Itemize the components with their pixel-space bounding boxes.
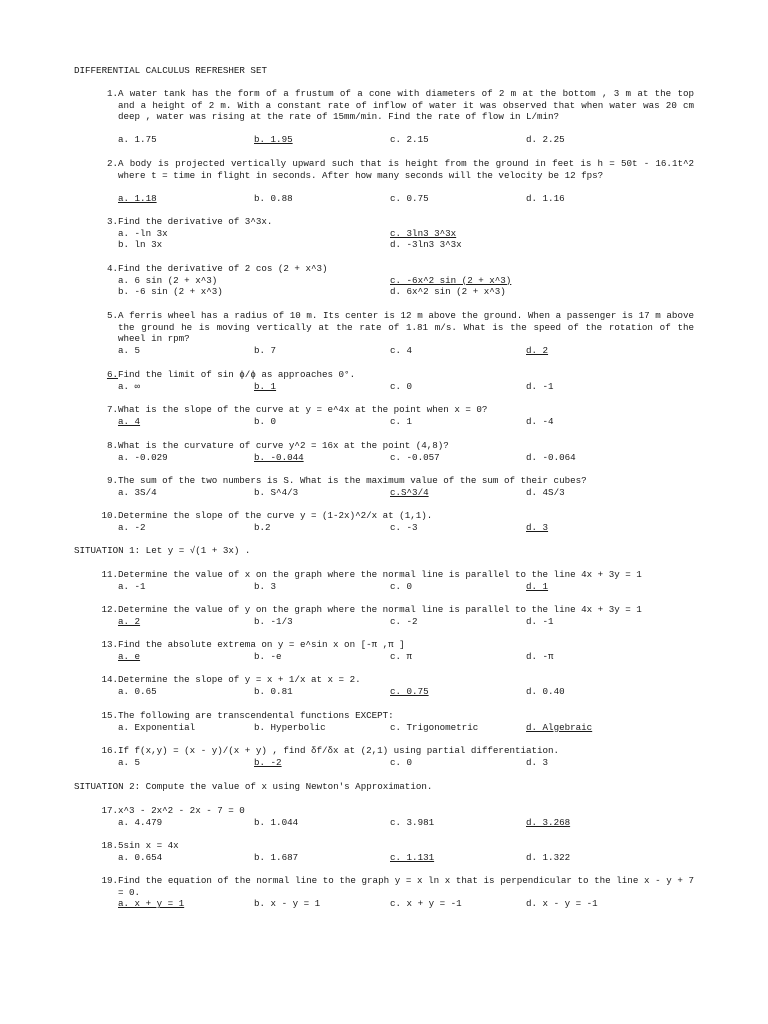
question-number: 8.: [106, 440, 118, 451]
answer-choice: b. 0: [254, 415, 277, 427]
answer-choice: c. 2.15: [390, 134, 429, 146]
answer-choice: b. ln 3x: [118, 239, 163, 251]
answer-choice: a. 4.479: [118, 816, 163, 828]
question-text: Find the equation of the normal line to the graph y = x ln x that is perpendicular to the line x - y + 7 = 0.: [118, 875, 694, 898]
answer-choice: d. 1.322: [526, 851, 571, 863]
answer-choice: b. x - y = 1: [254, 898, 321, 910]
answer-choice-underlined: d. 1: [526, 580, 549, 592]
answer-choice-underlined: c. 0.75: [390, 685, 429, 697]
question-text: Find the derivative of 3^3x.: [118, 216, 273, 227]
question-text: Find the limit of sin ϕ/ϕ as approaches 0°.: [118, 369, 356, 380]
question-text: Determine the value of y on the graph where the normal line is parallel to the line 4x + 3y = 1: [118, 604, 642, 615]
answer-choice: b. 0.81: [254, 685, 293, 697]
answer-choice: a. 3S/4: [118, 486, 157, 498]
answer-choice: a. Exponential: [118, 721, 196, 733]
answer-choice: a. -2: [118, 521, 146, 533]
answer-choice: d. 0.40: [526, 685, 565, 697]
answer-choice: d. -1: [526, 615, 554, 627]
question-text: 5sin x = 4x: [118, 840, 179, 851]
answer-choice: b. 1.044: [254, 816, 299, 828]
question-text: A ferris wheel has a radius of 10 m. Its center is 12 m above the ground. When a passenger is 17 m above the ground he is moving vertically at the rate of 1.81 m/s. What is the speed of the rotation of the wheel in rpm?: [118, 310, 694, 345]
question-number: 19.: [101, 875, 118, 886]
answer-choice: b. Hyperbolic: [254, 721, 326, 733]
answer-choice: c. 0.75: [390, 192, 429, 204]
answer-choice: a. 6 sin (2 + x^3): [118, 274, 218, 286]
question-number: 2.: [106, 158, 118, 169]
question-text: The following are transcendental functions EXCEPT:: [118, 710, 394, 721]
answer-choice: b. S^4/3: [254, 486, 299, 498]
answer-choice: d. 3: [526, 756, 549, 768]
answer-choice-underlined: b. 1: [254, 380, 277, 392]
answer-choice: b. 3: [254, 580, 277, 592]
document-title: DIFFERENTIAL CALCULUS REFRESHER SET: [74, 65, 267, 76]
question-number: 7.: [106, 404, 118, 415]
question-text: What is the curvature of curve y^2 = 16x at the point (4,8)?: [118, 440, 449, 451]
answer-choice: c. 0: [390, 580, 413, 592]
question-number: 16.: [101, 745, 118, 756]
answer-choice: c. 4: [390, 344, 413, 356]
question-number: 18.: [101, 840, 118, 851]
question-text: What is the slope of the curve at y = e^4x at the point when x = 0?: [118, 404, 488, 415]
question-number: 9.: [106, 475, 118, 486]
answer-choice: c. 3.981: [390, 816, 435, 828]
question-number: 4.: [106, 263, 118, 274]
question-text: A body is projected vertically upward such that is height from the ground in feet is h = 50t - 16.1t^2 where t = time in flight in seconds. After how many seconds will the velocity be 12 fps?: [118, 158, 694, 181]
answer-choice-underlined: a. 2: [118, 615, 141, 627]
question-number: 12.: [101, 604, 118, 615]
answer-choice-underlined: b. -0.044: [254, 451, 304, 463]
answer-choice-underlined: a. e: [118, 650, 141, 662]
answer-choice: b.2: [254, 521, 271, 533]
question-number: 10.: [101, 510, 118, 521]
question-text: The sum of the two numbers is S. What is the maximum value of the sum of their cubes?: [118, 475, 587, 486]
question-text: Determine the slope of y = x + 1/x at x = 2.: [118, 674, 361, 685]
answer-choice: a. 5: [118, 344, 141, 356]
answer-choice: c. π: [390, 650, 413, 662]
answer-choice-underlined: c. 3ln3 3^3x: [390, 227, 457, 239]
answer-choice: d. 4S/3: [526, 486, 565, 498]
question-number: 15.: [101, 710, 118, 721]
answer-choice: a. 5: [118, 756, 141, 768]
answer-choice: c. -0.057: [390, 451, 440, 463]
answer-choice: c. -2: [390, 615, 418, 627]
question-number: 6.: [106, 369, 118, 380]
situation-heading: SITUATION 1: Let y = √(1 + 3x) .: [74, 545, 251, 556]
answer-choice-underlined: d. 2: [526, 344, 549, 356]
answer-choice: a. -ln 3x: [118, 227, 168, 239]
question-text: If f(x,y) = (x - y)/(x + y) , find δf/δx at (2,1) using partial differentiation.: [118, 745, 560, 756]
answer-choice-underlined: a. 1.18: [118, 192, 157, 204]
question-number: 5.: [106, 310, 118, 321]
answer-choice: d. -3ln3 3^3x: [390, 239, 462, 251]
question-text: x^3 - 2x^2 - 2x - 7 = 0: [118, 805, 245, 816]
answer-choice: c. Trigonometric: [390, 721, 479, 733]
answer-choice: d. 2.25: [526, 134, 565, 146]
answer-choice-underlined: b. -2: [254, 756, 282, 768]
answer-choice: c. 0: [390, 380, 413, 392]
answer-choice-underlined: d. Algebraic: [526, 721, 593, 733]
answer-choice: c. 0: [390, 756, 413, 768]
answer-choice: d. 1.16: [526, 192, 565, 204]
answer-choice: d. -4: [526, 415, 554, 427]
question-number: 17.: [101, 805, 118, 816]
answer-choice: c. 1: [390, 415, 413, 427]
answer-choice-underlined: d. 3: [526, 521, 549, 533]
answer-choice: b. -e: [254, 650, 282, 662]
answer-choice-underlined: a. 4: [118, 415, 141, 427]
answer-choice-underlined: c.S^3/4: [390, 486, 429, 498]
question-text: Find the absolute extrema on y = e^sin x on [-π ,π ]: [118, 639, 405, 650]
question-number: 3.: [106, 216, 118, 227]
answer-choice: a. ∞: [118, 380, 141, 392]
situation-heading: SITUATION 2: Compute the value of x using Newton's Approximation.: [74, 781, 433, 792]
answer-choice: d. x - y = -1: [526, 898, 598, 910]
question-text: Find the derivative of 2 cos (2 + x^3): [118, 263, 328, 274]
answer-choice: a. -1: [118, 580, 146, 592]
answer-choice-underlined: b. 1.95: [254, 134, 293, 146]
answer-choice: a. 1.75: [118, 134, 157, 146]
answer-choice: a. 0.654: [118, 851, 163, 863]
question-number: 13.: [101, 639, 118, 650]
answer-choice: b. 1.687: [254, 851, 299, 863]
answer-choice: d. -π: [526, 650, 554, 662]
answer-choice: d. -1: [526, 380, 554, 392]
answer-choice: c. x + y = -1: [390, 898, 462, 910]
answer-choice: c. -3: [390, 521, 418, 533]
answer-choice-underlined: d. 3.268: [526, 816, 571, 828]
question-number: 11.: [101, 569, 118, 580]
question-text: Determine the slope of the curve y = (1-2x)^2/x at (1,1).: [118, 510, 433, 521]
answer-choice: a. -0.029: [118, 451, 168, 463]
answer-choice: b. -1/3: [254, 615, 293, 627]
question-text: Determine the value of x on the graph where the normal line is parallel to the line 4x + 3y = 1: [118, 569, 642, 580]
answer-choice-underlined: c. -6x^2 sin (2 + x^3): [390, 274, 512, 286]
answer-choice: d. 6x^2 sin (2 + x^3): [390, 286, 506, 298]
answer-choice-underlined: c. 1.131: [390, 851, 435, 863]
answer-choice: a. 0.65: [118, 685, 157, 697]
question-number: 14.: [101, 674, 118, 685]
answer-choice: b. 0.88: [254, 192, 293, 204]
answer-choice-underlined: a. x + y = 1: [118, 898, 185, 910]
answer-choice: d. -0.064: [526, 451, 576, 463]
answer-choice: b. -6 sin (2 + x^3): [118, 286, 223, 298]
question-number: 1.: [106, 88, 118, 99]
answer-choice: b. 7: [254, 344, 277, 356]
question-text: A water tank has the form of a frustum of a cone with diameters of 2 m at the bottom , 3 m at the top and a height of 2 m. With a constant rate of inflow of water it was observed that when water was 20 cm deep , water was rising at the rate of 15mm/min. Find the rate of flow in L/min?: [118, 88, 694, 123]
